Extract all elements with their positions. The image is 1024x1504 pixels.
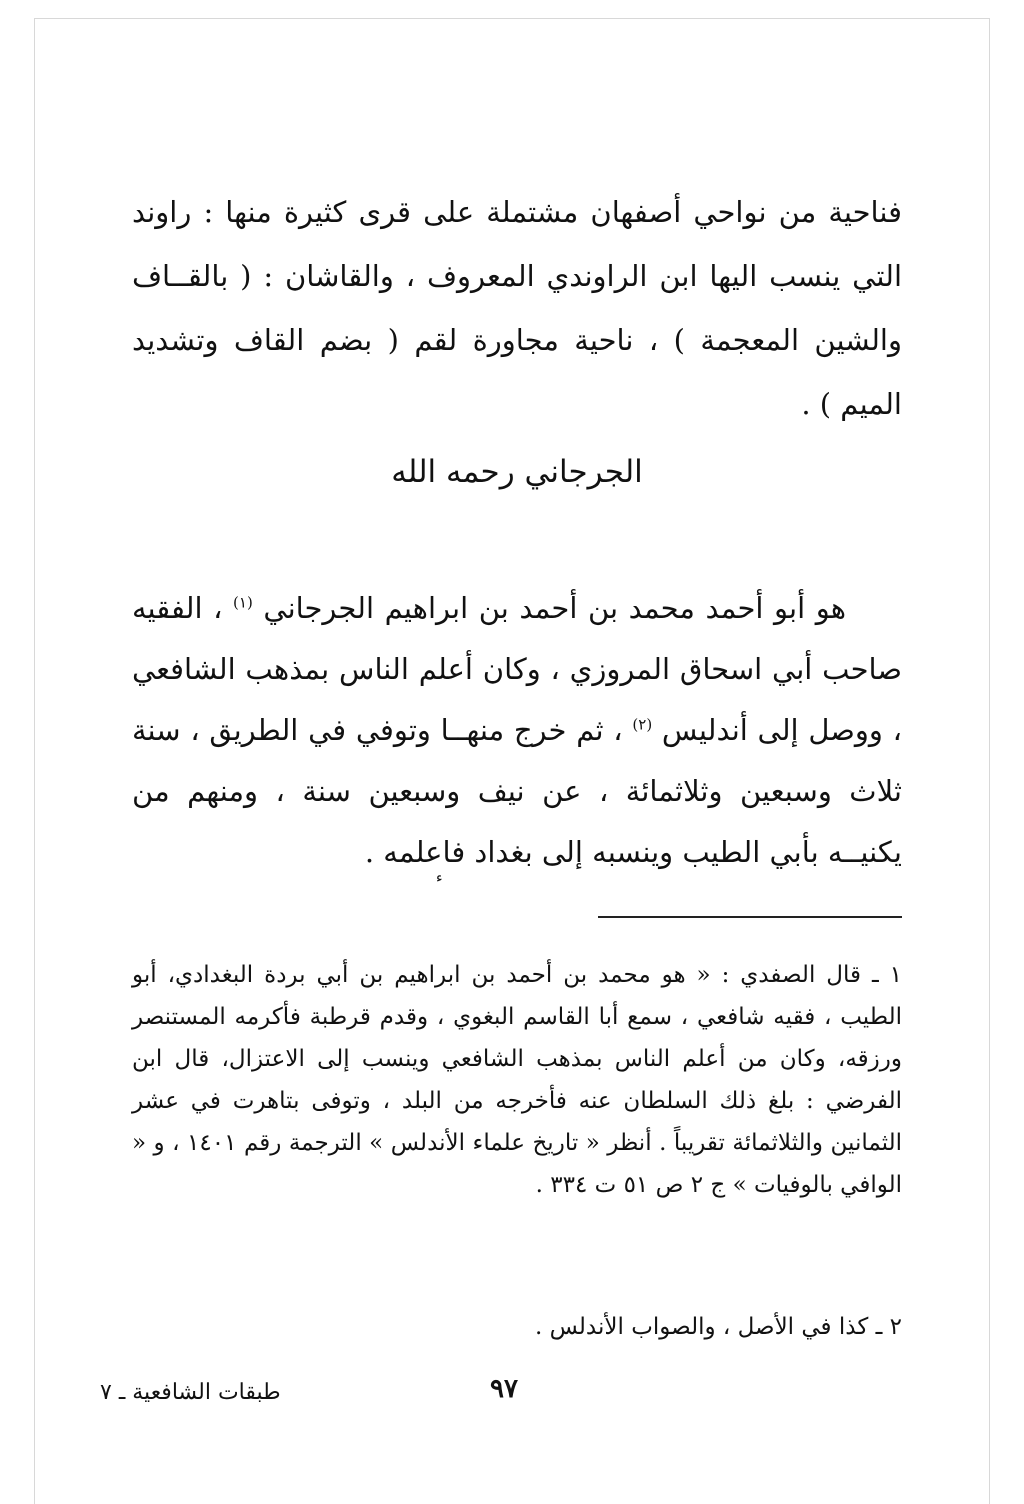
footnote-ref-1[interactable]: (١) bbox=[233, 593, 253, 612]
footnote-1: ١ ـ قال الصفدي : « هو محمد بن أحمد بن ابراهيم بن أبي بردة البغدادي، أبو الطيب ، فقيه شافعي ، سمع أبا القاسم البغوي ، وقدم قرطبة فأكرمه المستنصر ورزقه، وكان من أعلم الناس بمذهب الشافعي وينسب إلى الاعتزال، قال ابن الفرضي : بلغ ذلك السلطان عنه فأخرجه من البلد ، وتوفى بتاهرت في عشر الثمانين والثلاثمائة تقريباً . أنظر « تاريخ علماء الأندلس » الترجمة رقم ١٤٠١ ، و « الوافي بالوفيات » ج ٢ ص ٥١ ت ٣٣٤ . bbox=[132, 962, 902, 1198]
page-number: ٩٧ bbox=[490, 1374, 518, 1404]
section-heading: الجرجاني رحمه الله bbox=[391, 454, 643, 490]
footnote-2: ٢ ـ كذا في الأصل ، والصواب الأندلس . bbox=[534, 1314, 902, 1340]
footnote-ref-2[interactable]: (٢) bbox=[632, 715, 653, 734]
running-title: طبقات الشافعية ـ ٧ bbox=[100, 1380, 281, 1405]
bio-text-part2: ، الفقيه صاحب أبي اسحاق المروزي ، وكان أعلم الناس بمذهب الشافعي ، ووصل إلى أندليس bbox=[132, 591, 903, 747]
bio-text-part3: ، ثم خرج منهــا وتوفي في الطريق ، سنة ثلاث وسبعين وثلاثمائة ، عن نيف وسبعين سنة ، ومنهم من يكنيــه بأبي الطيب وينسبه إلى بغداد فاعلمه . bbox=[132, 713, 902, 869]
biography-paragraph bbox=[132, 578, 902, 883]
footnote-divider bbox=[598, 916, 902, 918]
intro-paragraph: فناحية من نواحي أصفهان مشتملة على قرى كثيرة منها : راوند التي ينسب اليها ابن الراوندي المعروف ، والقاشان : ( بالقــاف والشين المعجمة ) ، ناحية مجاورة لقم ( بضم القاف وتشديد الميم ) . bbox=[132, 195, 902, 421]
bio-text-part1: هو أبو أحمد محمد بن أحمد بن ابراهيم الجرجاني bbox=[263, 591, 846, 625]
stray-mark: ء bbox=[436, 870, 443, 886]
page-footer bbox=[100, 1374, 920, 1420]
